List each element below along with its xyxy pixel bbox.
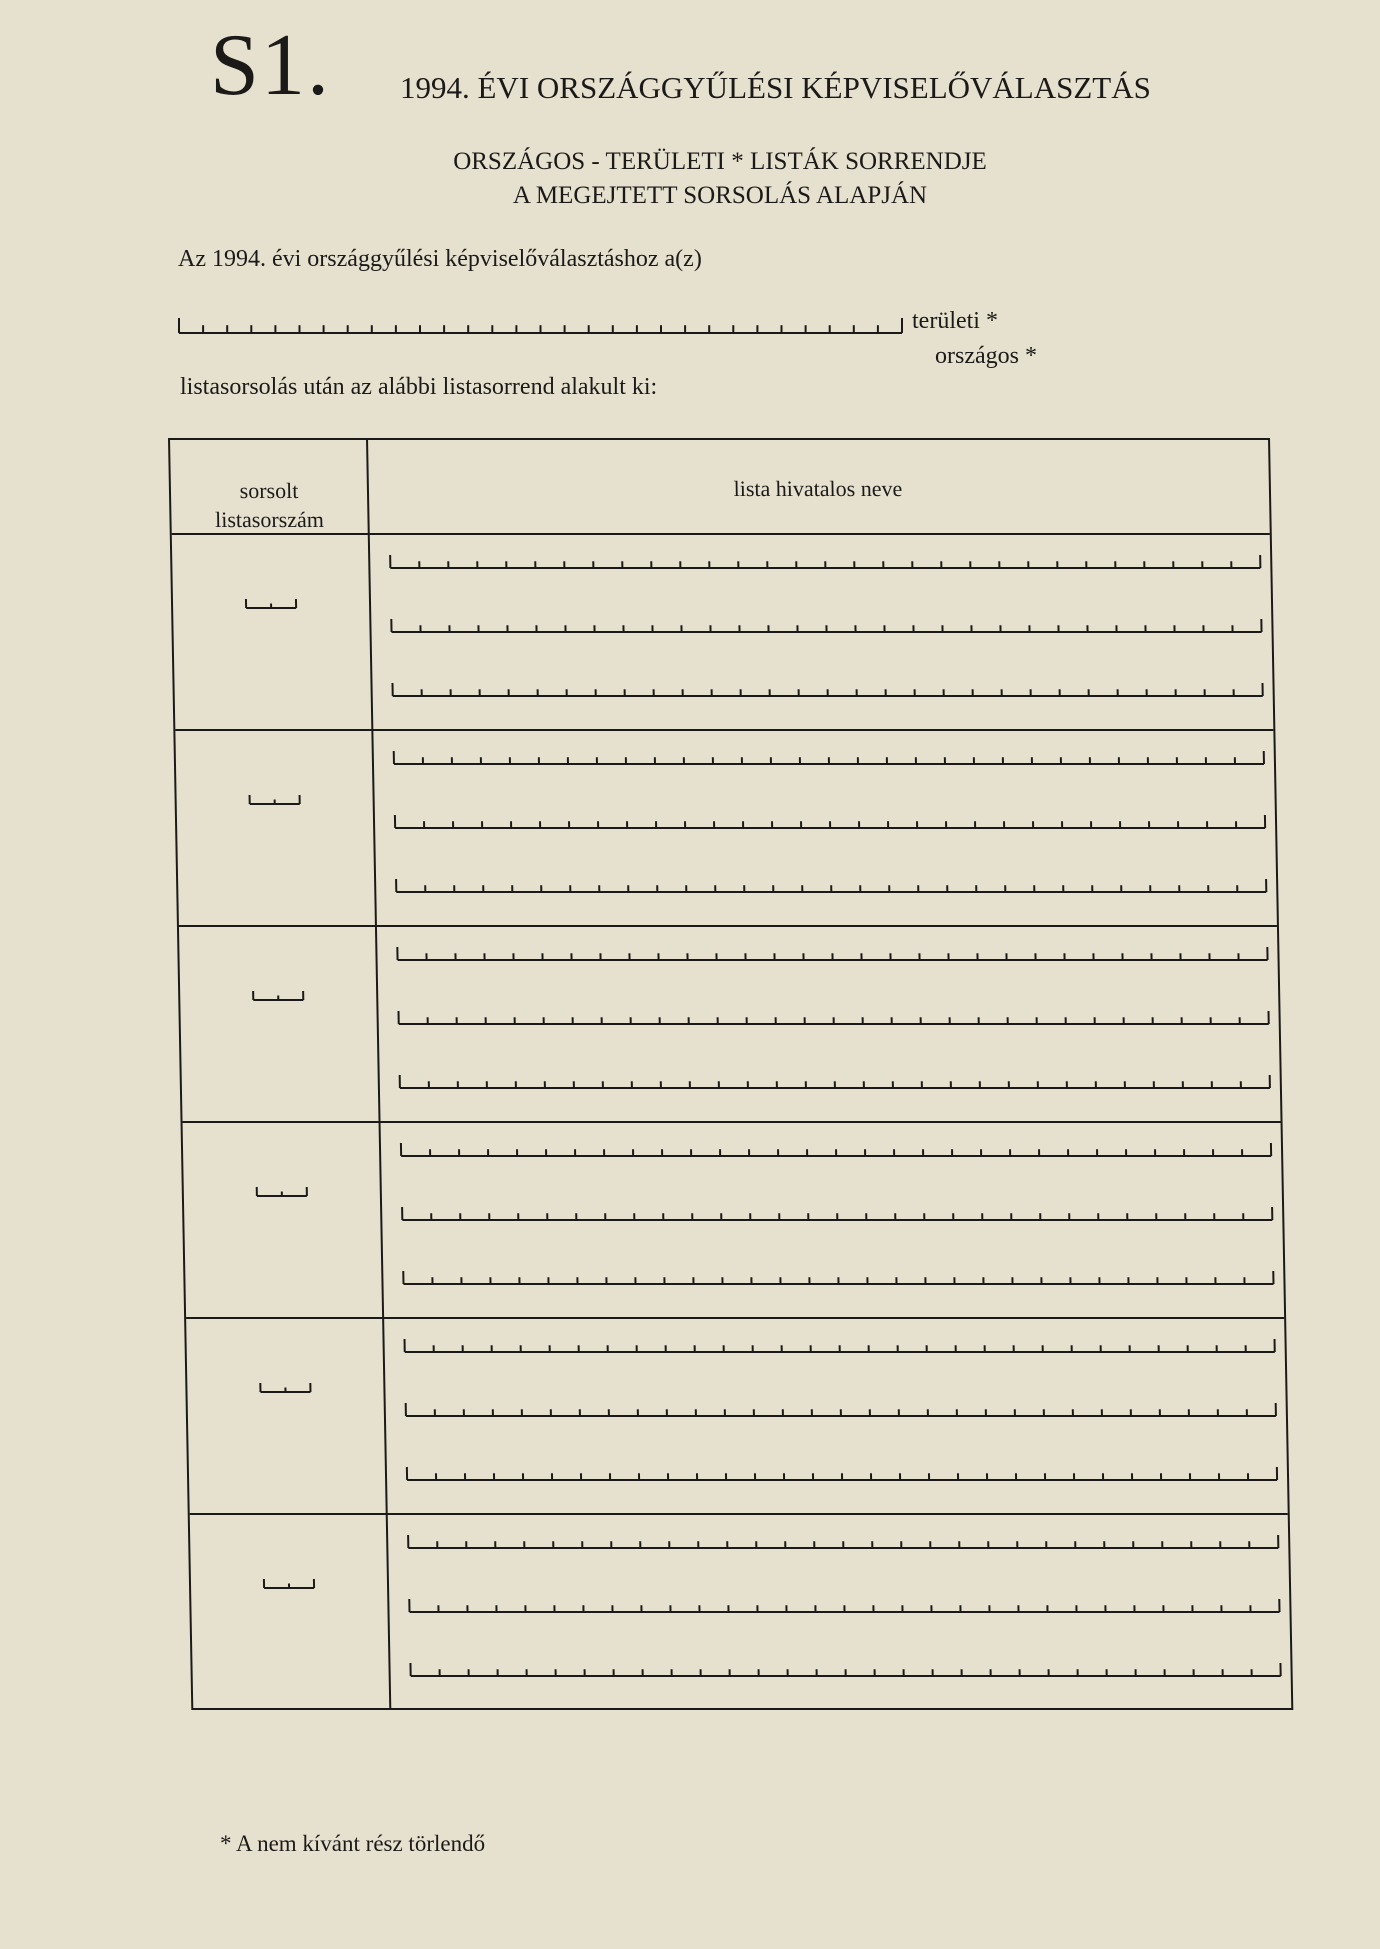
column-header-number-line-2: listasorszám	[214, 507, 325, 532]
option-orszagos[interactable]: országos *	[935, 343, 1037, 369]
list-order-table	[168, 438, 1293, 1710]
table-header-row	[170, 440, 1270, 533]
option-teruleti[interactable]: területi *	[912, 308, 998, 334]
list-name-field-line[interactable]	[408, 1599, 1280, 1613]
table-row	[179, 925, 1281, 1123]
table-row	[172, 533, 1274, 731]
list-number-field[interactable]	[245, 599, 297, 609]
list-name-field-line[interactable]	[391, 683, 1263, 697]
list-name-field-line[interactable]	[394, 815, 1266, 829]
subtitle-line-2: A MEGEJTETT SORSOLÁS ALAPJÁN	[512, 182, 928, 209]
list-name-field-line[interactable]	[404, 1339, 1276, 1353]
list-number-field[interactable]	[252, 991, 304, 1001]
draw-result-text: listasorsolás után az alábbi listasorrend alakult ki:	[180, 374, 658, 400]
list-name-field-line[interactable]	[393, 751, 1265, 765]
list-number-field[interactable]	[249, 795, 301, 805]
list-name-field-line[interactable]	[409, 1663, 1281, 1677]
list-name-field-line[interactable]	[406, 1467, 1278, 1481]
list-number-field[interactable]	[259, 1383, 311, 1393]
intro-text: Az 1994. évi országgyűlési képviselőválasztáshoz a(z)	[178, 246, 702, 272]
list-name-field-line[interactable]	[396, 947, 1268, 961]
list-number-field[interactable]	[263, 1579, 315, 1589]
list-name-field-line[interactable]	[405, 1403, 1277, 1417]
list-name-field-line[interactable]	[395, 879, 1267, 893]
constituency-name-field[interactable]	[178, 318, 903, 334]
list-name-field-line[interactable]	[390, 619, 1262, 633]
column-header-number	[171, 476, 368, 534]
column-header-list-name: lista hivatalos neve	[733, 476, 903, 501]
form-code: S1.	[210, 17, 331, 114]
subtitle	[0, 145, 1380, 213]
list-name-field-line[interactable]	[389, 555, 1261, 569]
list-name-field-line[interactable]	[402, 1271, 1274, 1285]
table-row	[190, 1513, 1292, 1711]
subtitle-line-1: ORSZÁGOS - TERÜLETI * LISTÁK SORRENDJE	[453, 148, 987, 175]
list-name-field-line[interactable]	[398, 1011, 1270, 1025]
page-title: 1994. ÉVI ORSZÁGGYŰLÉSI KÉPVISELŐVÁLASZTÁS	[400, 70, 1151, 105]
list-name-field-line[interactable]	[401, 1207, 1273, 1221]
table-row	[175, 729, 1277, 927]
table-row	[186, 1317, 1288, 1515]
list-name-field-line[interactable]	[399, 1075, 1271, 1089]
table-row	[183, 1121, 1285, 1319]
list-name-field-line[interactable]	[407, 1535, 1279, 1549]
list-name-field-line[interactable]	[400, 1143, 1272, 1157]
list-number-field[interactable]	[256, 1187, 308, 1197]
column-header-number-line-1: sorsolt	[239, 478, 299, 503]
footnote: * A nem kívánt rész törlendő	[220, 1831, 486, 1856]
